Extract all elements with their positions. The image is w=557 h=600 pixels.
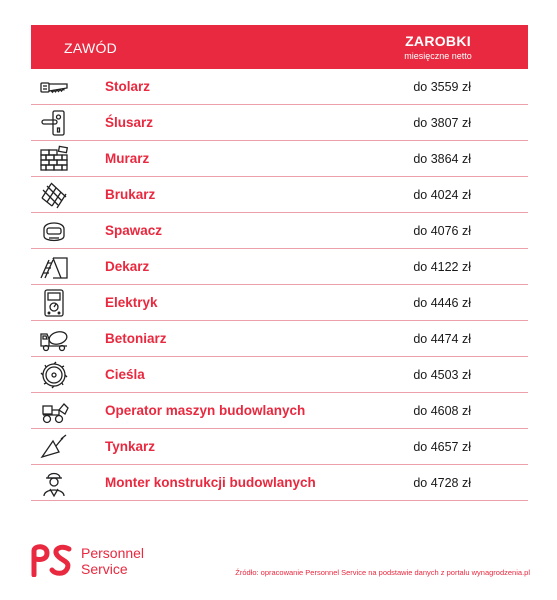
table-row [31,177,528,213]
multimeter-icon [39,288,69,318]
column-header-pay-title: ZAROBKI [405,33,471,49]
job-name: Operator maszyn budowlanych [105,403,306,418]
table-row [31,393,528,429]
table-row [31,69,528,105]
job-name: Monter konstrukcji budowlanych [105,475,316,490]
salary-value: do 4076 zł [413,224,471,238]
logo-text [81,545,144,577]
table-row [31,429,528,465]
door-handle-icon [39,108,69,138]
column-header-pay-subtitle: miesięczne netto [404,51,472,61]
table-row [31,249,528,285]
column-header-job: ZAWÓD [64,40,118,56]
salary-value: do 4503 zł [413,368,471,382]
job-name: Ślusarz [105,115,154,130]
construction-worker-icon [39,468,69,498]
table-row [31,213,528,249]
paving-stones-icon [39,180,69,210]
table-row [31,105,528,141]
concrete-mixer-icon [39,324,69,354]
source-note: Źródło: opracowanie Personnel Service na podstawie danych z portalu wynagrodzenia.pl [235,568,530,577]
salary-value: do 3864 zł [413,152,471,166]
salary-value: do 4657 zł [413,440,471,454]
salary-value: do 3559 zł [413,80,471,94]
job-name: Brukarz [105,187,156,202]
trowel-icon [39,432,69,462]
salary-value: do 4122 zł [413,260,471,274]
table-row [31,465,528,501]
job-name: Spawacz [105,223,163,238]
job-name: Cieśla [105,367,145,382]
loader-icon [39,396,69,426]
column-header-pay [378,33,498,61]
job-name: Elektryk [105,295,158,310]
job-name: Stolarz [105,79,151,94]
roof-ladder-icon [39,252,69,282]
salary-value: do 3807 zł [413,116,471,130]
salary-value: do 4024 zł [413,188,471,202]
job-name: Dekarz [105,259,150,274]
saw-icon [39,72,69,102]
brick-wall-icon [39,144,69,174]
logo-line2: Service [81,561,128,577]
table-row [31,321,528,357]
saw-blade-icon [39,360,69,390]
personnel-service-logo-icon [31,543,75,577]
job-name: Tynkarz [105,439,156,454]
table-row [31,285,528,321]
table-header [31,25,528,69]
salary-table [31,69,528,501]
job-name: Murarz [105,151,150,166]
salary-value: do 4728 zł [413,476,471,490]
salary-value: do 4474 zł [413,332,471,346]
welding-mask-icon [39,216,69,246]
salary-value: do 4446 zł [413,296,471,310]
salary-value: do 4608 zł [413,404,471,418]
table-row [31,141,528,177]
job-name: Betoniarz [105,331,167,346]
table-row [31,357,528,393]
logo-line1: Personnel [81,545,145,561]
